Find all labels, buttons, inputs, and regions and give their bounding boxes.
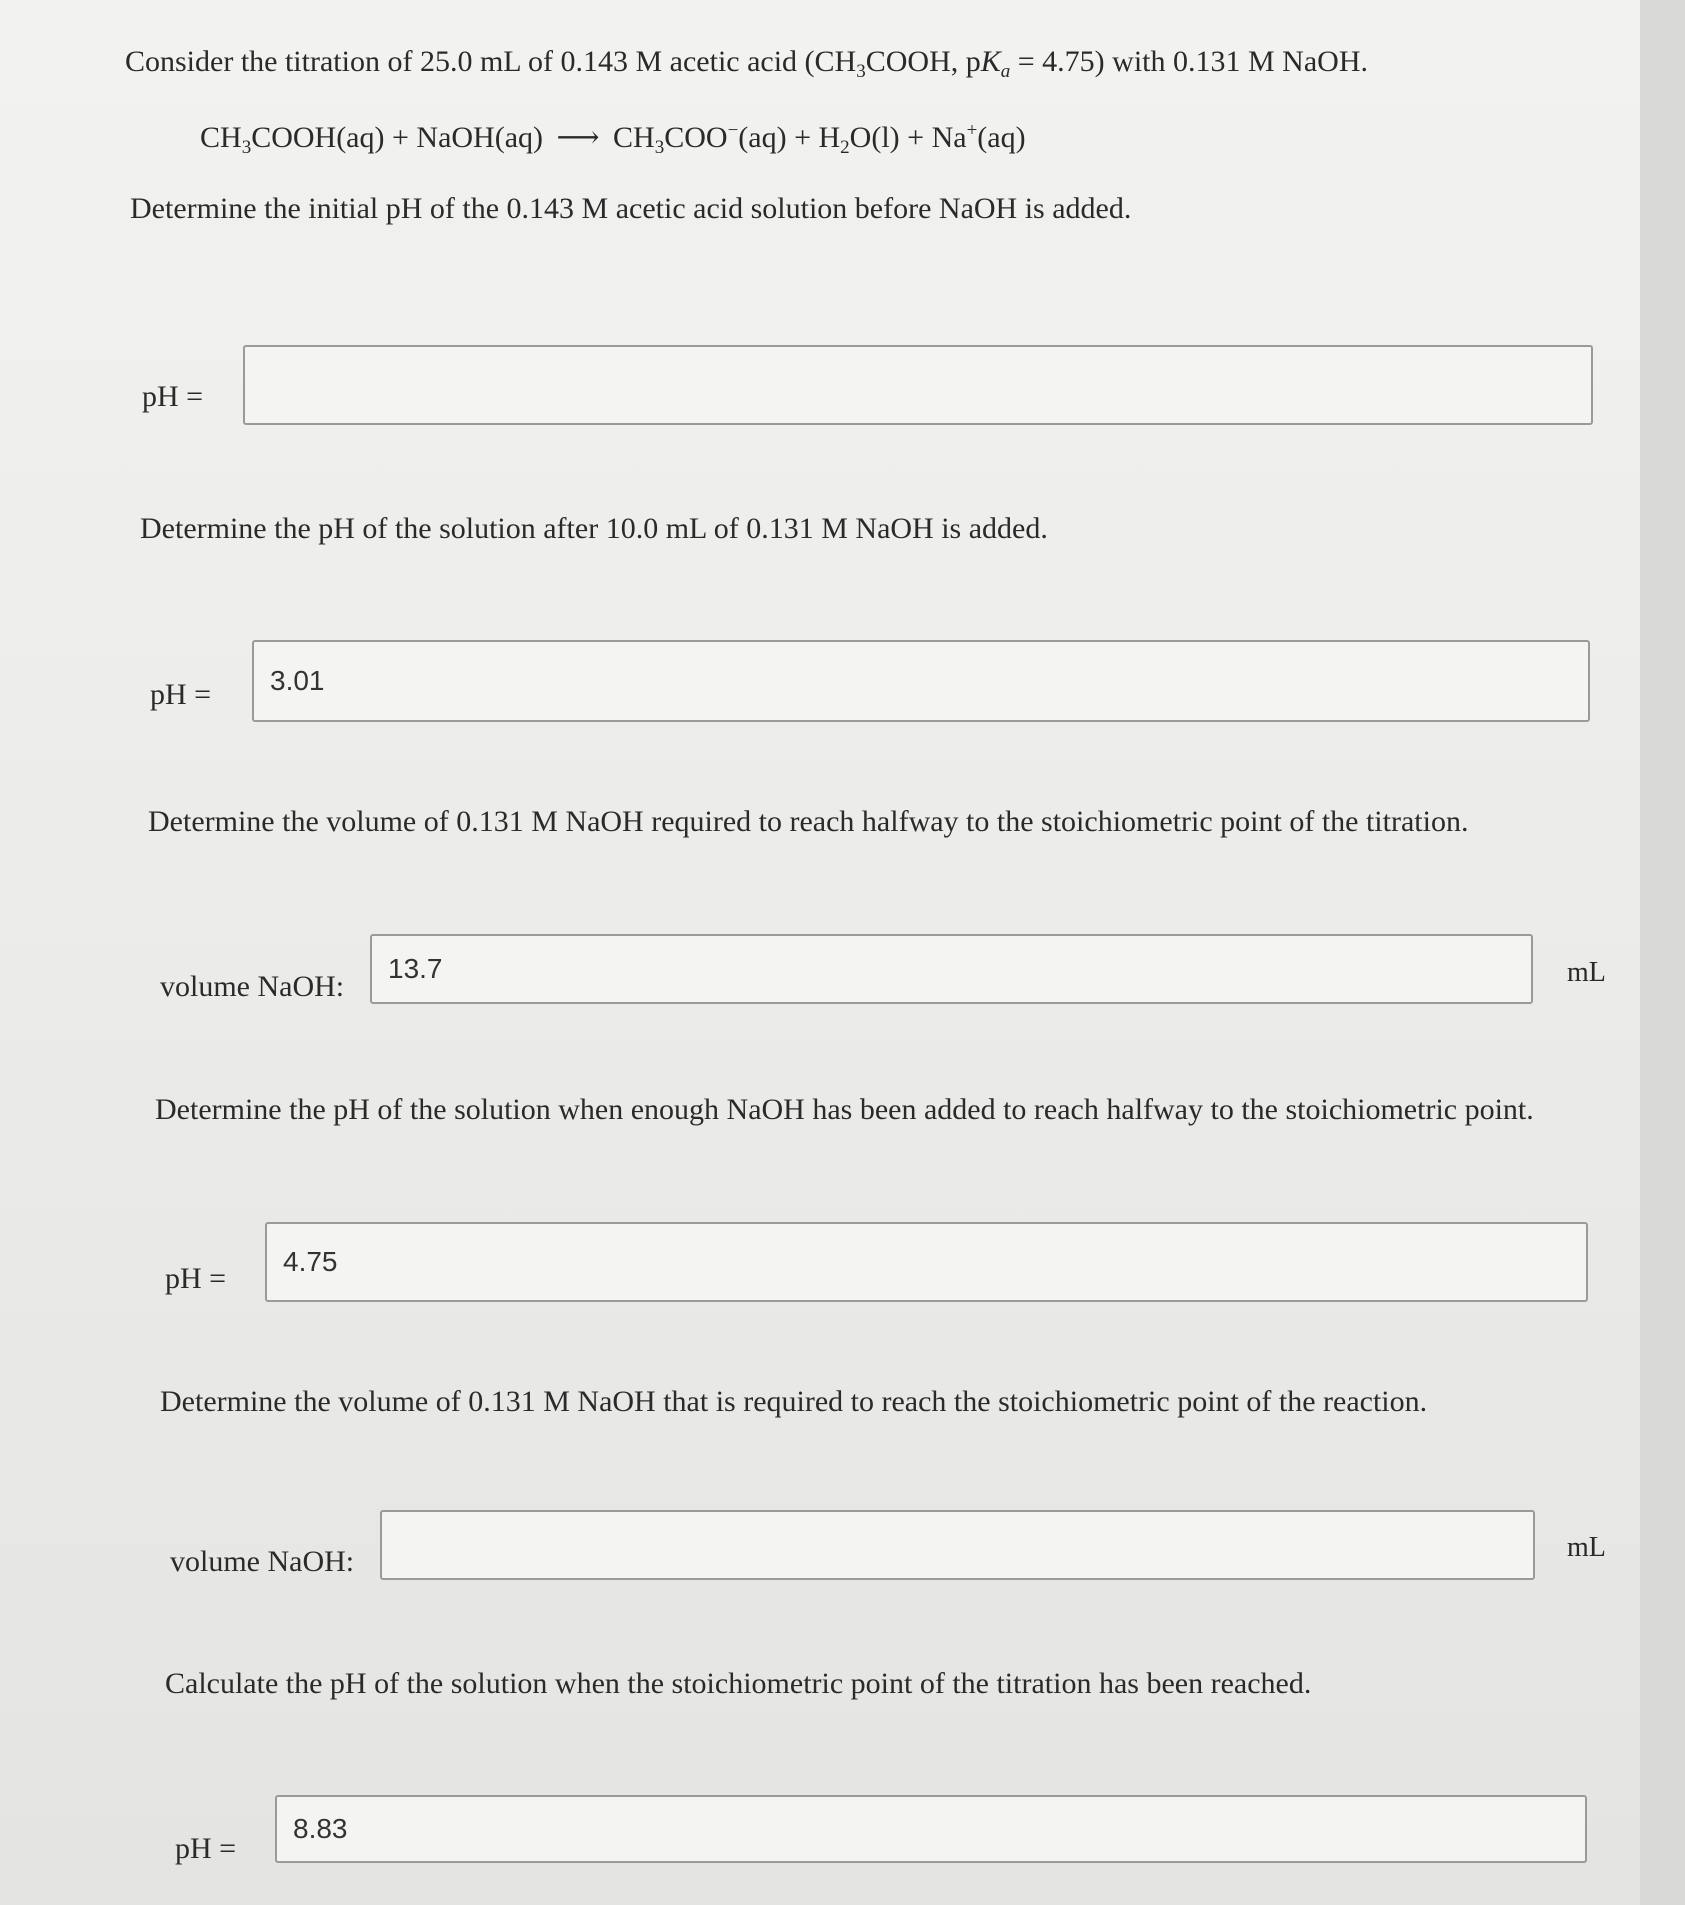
eq-subscript: 3 <box>654 137 665 158</box>
eq-part: CH <box>200 121 242 154</box>
question-prompt: Determine the pH of the solution when enough NaOH has been added to reach halfway to the stoichiometric point. <box>155 1093 1534 1126</box>
answer-input[interactable] <box>380 1510 1535 1580</box>
answer-input[interactable]: 3.01 <box>252 640 1590 722</box>
answer-label: pH = <box>150 678 212 711</box>
eq-part: (aq) + H <box>738 121 841 154</box>
eq-part: CH <box>613 121 655 154</box>
question-prompt: Determine the volume of 0.131 M NaOH that is required to reach the stoichiometric point of the reaction. <box>160 1385 1428 1418</box>
ka-subscript: a <box>1000 61 1011 82</box>
answer-input[interactable] <box>243 345 1593 425</box>
answer-label: volume NaOH: <box>160 970 345 1003</box>
answer-label: pH = <box>165 1262 227 1295</box>
question-prompt: Determine the volume of 0.131 M NaOH required to reach halfway to the stoichiometric point of the titration. <box>148 805 1469 838</box>
answer-label: pH = <box>142 380 204 413</box>
intro-text-3: = 4.75) with 0.131 M NaOH. <box>1010 45 1368 78</box>
eq-part: COO <box>664 121 728 154</box>
answer-input[interactable]: 13.7 <box>370 934 1533 1004</box>
answer-input[interactable]: 4.75 <box>265 1222 1588 1302</box>
reaction-arrow-icon: ⟶ <box>556 121 600 154</box>
question-prompt: Determine the pH of the solution after 10.0 mL of 0.131 M NaOH is added. <box>140 512 1048 545</box>
reaction-equation <box>200 120 1026 159</box>
eq-superscript: + <box>966 120 978 141</box>
eq-subscript: 3 <box>241 137 252 158</box>
intro-text-2: COOH, p <box>865 45 981 78</box>
answer-label: pH = <box>175 1832 237 1865</box>
question-prompt: Determine the initial pH of the 0.143 M acetic acid solution before NaOH is added. <box>130 192 1132 225</box>
unit-label: mL <box>1567 1532 1606 1563</box>
eq-part: O(l) + Na <box>849 121 967 154</box>
question-prompt: Calculate the pH of the solution when the stoichiometric point of the titration has been reached. <box>165 1667 1312 1700</box>
eq-subscript: 2 <box>840 137 850 158</box>
intro-subscript: 3 <box>856 61 866 82</box>
unit-label: mL <box>1567 957 1606 988</box>
eq-reactants: COOH(aq) + NaOH(aq) <box>251 121 544 154</box>
answer-input[interactable]: 8.83 <box>275 1795 1587 1863</box>
intro-text-1: Consider the titration of 25.0 mL of 0.143 M acetic acid (CH <box>125 45 857 78</box>
ka-symbol: K <box>980 45 1001 78</box>
answer-label: volume NaOH: <box>170 1545 355 1578</box>
eq-part: (aq) <box>977 121 1026 154</box>
eq-superscript: − <box>727 120 739 141</box>
problem-statement <box>125 45 1368 83</box>
